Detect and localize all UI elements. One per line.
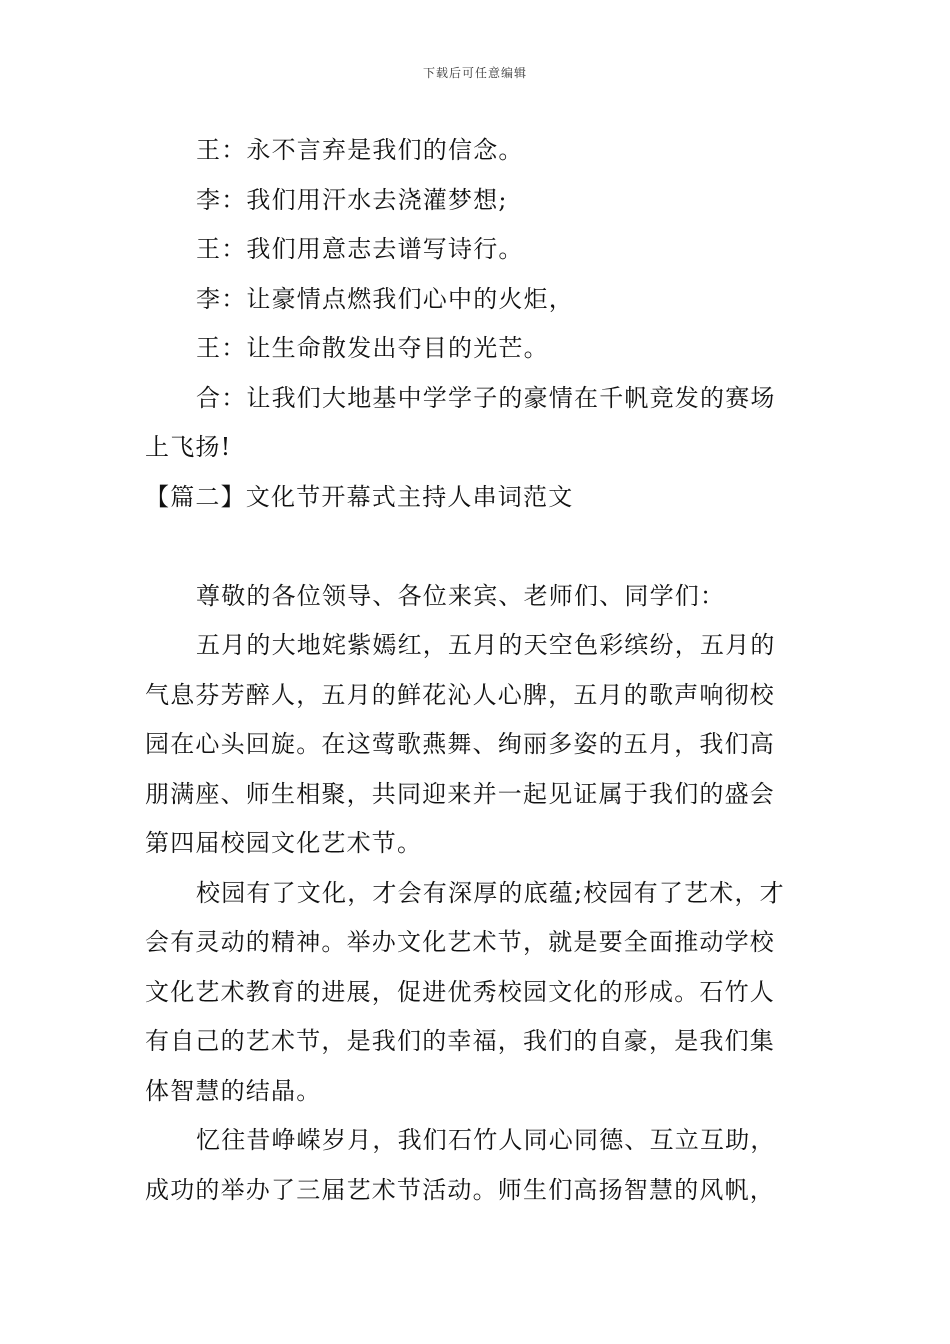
paragraph-line: 校园有了文化，才会有深厚的底蕴;校园有了艺术，才: [196, 878, 785, 907]
document-body: [145, 126, 807, 1215]
paragraph-line: 气息芬芳醉人，五月的鲜花沁人心脾，五月的歌声响彻校: [145, 680, 775, 709]
paragraph-line: 忆往昔峥嵘岁月，我们石竹人同心同德、互立互助，: [196, 1126, 776, 1154]
dialogue-line: 李：我们用汗水去浇灌梦想;: [196, 185, 508, 214]
paragraph-line: 五月的大地姹紫嫣红，五月的天空色彩缤纷，五月的: [196, 631, 776, 659]
paragraph-line: 会有灵动的精神。举办文化艺术节，就是要全面推动学校: [145, 928, 775, 956]
blank-line: [145, 522, 807, 572]
dialogue-line: 王：我们用意志去谱写诗行。: [196, 235, 524, 263]
paragraph-line: 有自己的艺术节，是我们的幸福，我们的自豪，是我们集: [145, 1027, 775, 1055]
section-heading: 【篇二】文化节开幕式主持人串词范文: [145, 482, 574, 511]
salutation: 尊敬的各位领导、各位来宾、老师们、同学们：: [196, 581, 726, 610]
paragraph-line: 园在心头回旋。在这莺歌燕舞、绚丽多姿的五月，我们高: [145, 730, 775, 758]
dialogue-line: 李：让豪情点燃我们心中的火炬，: [196, 284, 574, 313]
paragraph-line: 体智慧的结晶。: [145, 1076, 322, 1105]
paragraph-line: 文化艺术教育的进展，促进优秀校园文化的形成。石竹人: [145, 977, 775, 1006]
page-header: 下载后可任意编辑: [422, 66, 527, 80]
paragraph-line: 第四届校园文化艺术节。: [145, 829, 423, 857]
dialogue-line: 合：让我们大地基中学学子的豪情在千帆竞发的赛场: [196, 383, 776, 412]
dialogue-line: 王：永不言弃是我们的信念。: [196, 136, 524, 164]
dialogue-line: 王：让生命散发出夺目的光芒。: [196, 334, 549, 362]
paragraph-line: 成功的举办了三届艺术节活动。师生们高扬智慧的风帆，: [145, 1175, 775, 1204]
paragraph-line: 朋满座、师生相聚，共同迎来并一起见证属于我们的盛会: [145, 779, 775, 808]
dialogue-line: 上飞扬!: [145, 433, 232, 461]
